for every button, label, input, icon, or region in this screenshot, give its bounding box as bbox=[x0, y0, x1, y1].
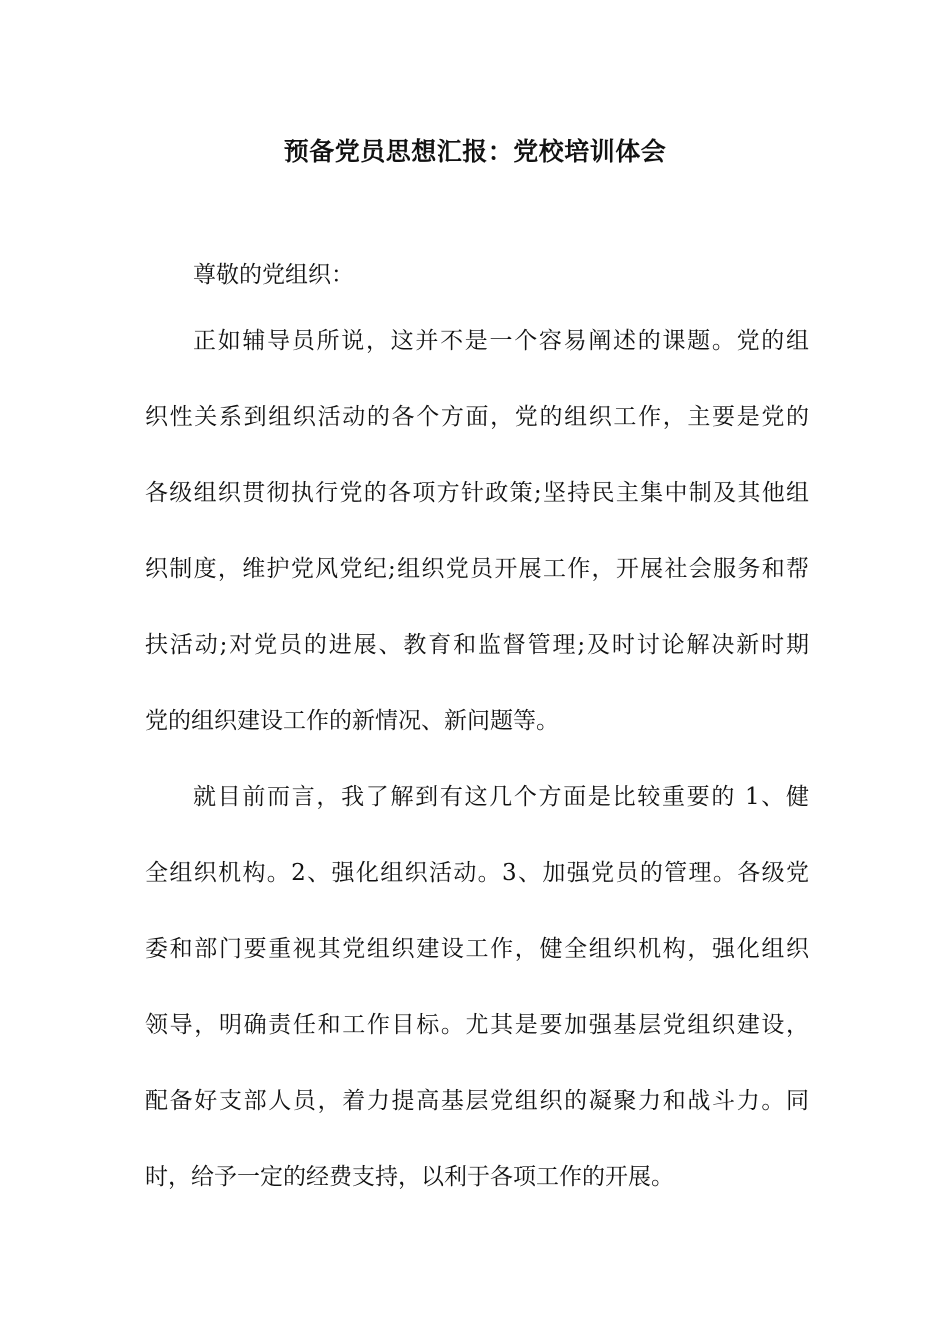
paragraph-line: 就目前而言，我了解到有这几个方面是比较重要的 1、健 bbox=[193, 784, 809, 810]
greeting: 尊敬的党组织： bbox=[193, 262, 354, 288]
paragraph-line: 党的组织建设工作的新情况、新问题等。 bbox=[145, 708, 559, 734]
paragraph-line: 织性关系到组织活动的各个方面，党的组织工作，主要是党的 bbox=[145, 404, 809, 430]
document-body bbox=[145, 256, 809, 1234]
paragraph-line: 扶活动;对党员的进展、教育和监督管理;及时讨论解决新时期 bbox=[145, 632, 809, 658]
paragraph-1 bbox=[145, 322, 809, 740]
paragraph-line: 领导，明确责任和工作目标。尤其是要加强基层党组织建设， bbox=[145, 1012, 809, 1038]
paragraph-line: 正如辅导员所说，这并不是一个容易阐述的课题。党的组 bbox=[193, 328, 809, 354]
paragraph-2 bbox=[145, 778, 809, 1196]
paragraph-line: 织制度，维护党风党纪;组织党员开展工作，开展社会服务和帮 bbox=[145, 556, 809, 582]
paragraph-line: 时，给予一定的经费支持，以利于各项工作的开展。 bbox=[145, 1164, 674, 1190]
document-title: 预备党员思想汇报：党校培训体会 bbox=[283, 137, 667, 166]
paragraph-line: 各级组织贯彻执行党的各项方针政策;坚持民主集中制及其他组 bbox=[145, 480, 809, 506]
paragraph-line: 委和部门要重视其党组织建设工作，健全组织机构，强化组织 bbox=[145, 936, 809, 962]
paragraph-line: 全组织机构。2、强化组织活动。3、加强党员的管理。各级党 bbox=[145, 860, 809, 886]
paragraph-line: 配备好支部人员，着力提高基层党组织的凝聚力和战斗力。同 bbox=[145, 1088, 809, 1114]
